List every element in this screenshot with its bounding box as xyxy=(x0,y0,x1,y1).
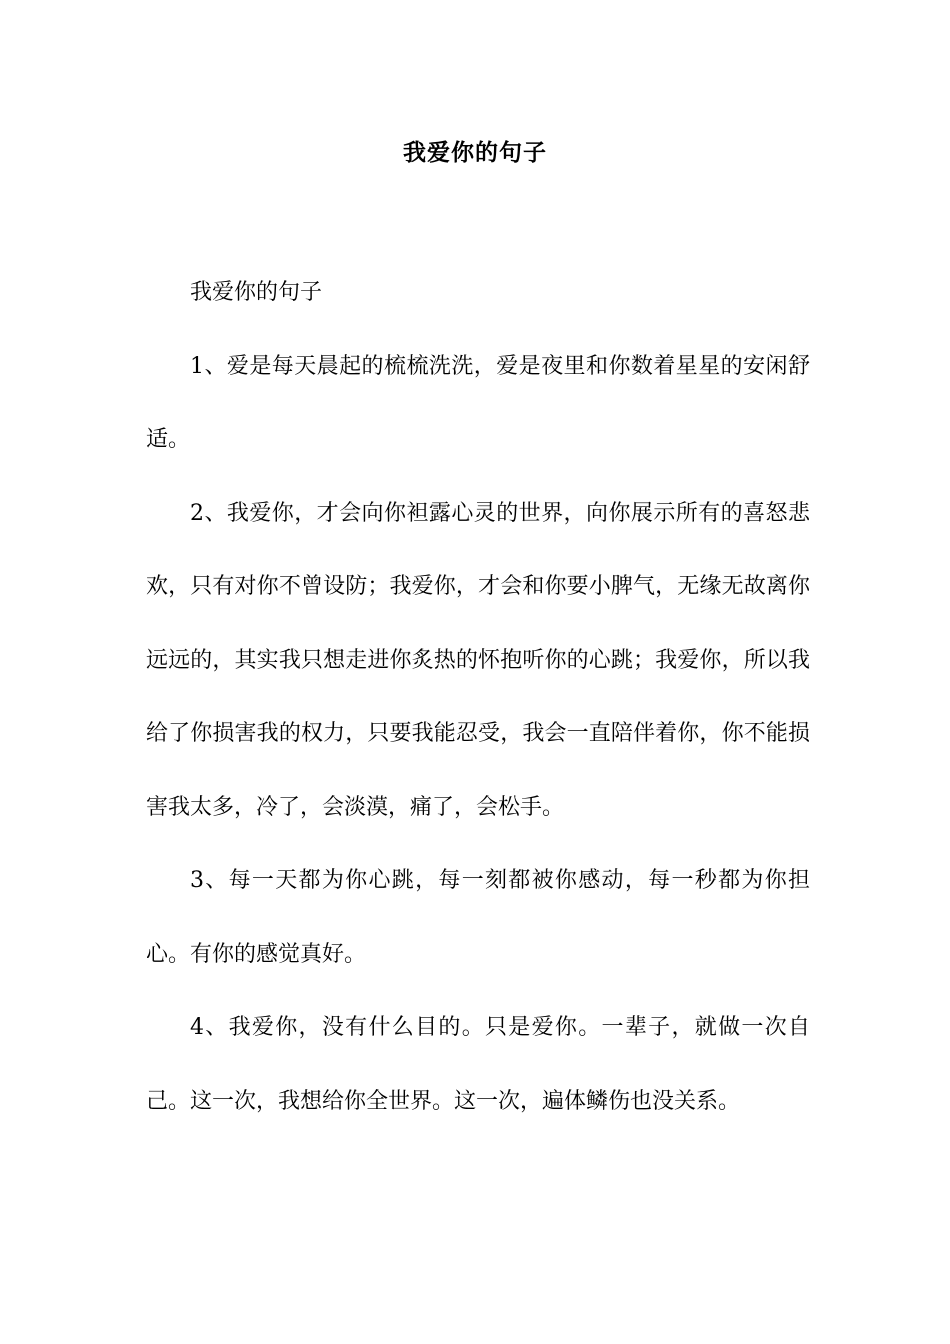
paragraph-4: 4、我爱你，没有什么目的。只是爱你。一辈子，就做一次自己。这一次，我想给你全世界。这一次，遍体鳞伤也没关系。 xyxy=(146,1015,810,1114)
paragraph-2: 2、我爱你，才会向你袒露心灵的世界，向你展示所有的喜怒悲欢，只有对你不曾设防；我爱你，才会和你要小脾气，无缘无故离你远远的，其实我只想走进你炙热的怀抱听你的心跳；我爱你，所以我给了你损害我的权力，只要我能忍受，我会一直陪伴着你，你不能损害我太多，冷了，会淡漠，痛了，会松手。 xyxy=(146,500,810,820)
document-body xyxy=(146,256,810,1138)
paragraph-3: 3、每一天都为你心跳，每一刻都被你感动，每一秒都为你担心。有你的感觉真好。 xyxy=(146,868,810,967)
paragraph-1: 1、爱是每天晨起的梳梳洗洗，爱是夜里和你数着星星的安闲舒适。 xyxy=(146,353,810,452)
paragraph-heading: 我爱你的句子 xyxy=(190,280,323,305)
document-title: 我爱你的句子 xyxy=(403,140,547,166)
